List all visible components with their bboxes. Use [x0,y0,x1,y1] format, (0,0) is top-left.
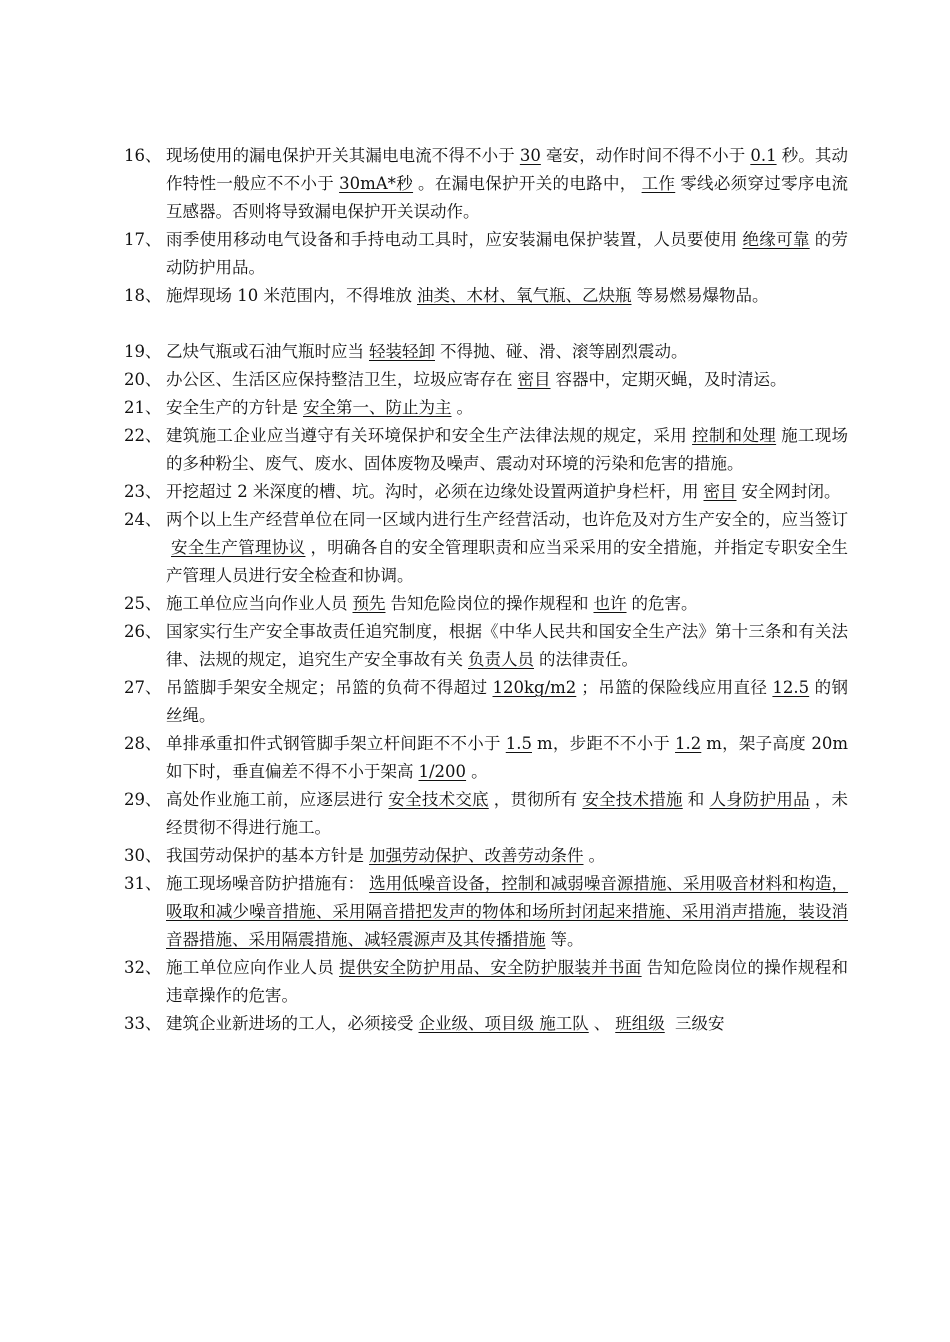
answer-blank: 1.5 [505,734,532,753]
question-item [124,366,848,394]
question-text-segment: 建筑施工企业应当遵守有关环境保护和安全生产法律法规的规定，采用 [166,426,688,445]
question-item [124,422,848,478]
question-text-segment: 安全网封闭。 [741,482,841,501]
answer-blank: 120kg/m2 [492,678,577,697]
question-text-segment: 安全生产的方针是 [166,398,298,417]
question-item [124,282,848,310]
answer-blank: 选用低噪音设备，控制和减弱噪音源措施、采用吸音材料和构造，吸取和减少噪音措施、采用隔音措把发声的物体和场所封闭起来措施、采用消声措施，装设消音器措施、采用隔震措施、减轻震源声及其传播措施 [166,874,849,949]
question-text-segment: 吊篮脚手架安全规定；吊篮的负荷不得超过 [166,678,488,697]
question-item [124,1010,848,1038]
question-text-segment: m，架子高度 20m 如下时，垂直偏差不得不小于架高 [166,734,848,781]
answer-blank: 加强劳动保护、改善劳动条件 [369,846,584,865]
question-text-segment: 单排承重扣件式钢管脚手架立杆间距不不小于 [166,734,501,753]
question-text-segment: ，贯彻所有 [493,790,578,809]
question-text-segment: ，未经贯彻不得进行施工。 [166,790,849,837]
question-text-segment: 零线必须穿过零序电流互感器。否则将导致漏电保护开关误动作。 [166,174,849,221]
question-text-segment: 建筑企业新进场的工人，必须接受 [166,1014,414,1033]
question-item [124,142,848,226]
question-number: 21、 [124,398,162,417]
answer-blank: 绝缘可靠 [742,230,810,249]
question-text [166,366,848,394]
answer-blank: 密目 [517,370,551,389]
question-text-segment: 。 [456,398,473,417]
question-text [166,870,848,954]
question-text [166,394,848,422]
question-item [124,730,848,786]
question-text-segment: 高处作业施工前，应逐层进行 [166,790,384,809]
question-text-segment: 现场使用的漏电保护开关其漏电电流不得不小于 [166,146,515,165]
question-text-segment: 我国劳动保护的基本方针是 [166,846,364,865]
question-text-segment: 办公区、生活区应保持整洁卫生，垃圾应寄存在 [166,370,513,389]
question-text [166,1010,848,1038]
question-text [166,478,848,506]
question-number: 19、 [124,342,162,361]
question-text [166,506,848,590]
question-item [124,618,848,674]
answer-blank: 人身防护用品 [709,790,810,809]
question-text-segment: 国家实行生产安全事故责任追究制度，根据《中华人民共和国安全生产法》第十三条和有关法律、法规的规定，追究生产安全事故有关 [166,622,848,669]
question-text-segment: 的劳动防护用品。 [166,230,849,277]
question-text-segment: 。在漏电保护开关的电路中， [418,174,637,193]
question-item [124,870,848,954]
question-text [166,674,848,730]
question-text [166,842,848,870]
question-text-segment: 施工单位应当向作业人员 [166,594,348,613]
question-number: 30、 [124,846,162,865]
question-number: 23、 [124,482,162,501]
answer-blank: 也许 [593,594,627,613]
answer-blank: 1/200 [418,762,467,781]
question-text-segment: m，步距不不小于 [537,734,671,753]
question-text [166,282,848,310]
question-text [166,618,848,674]
question-text [166,954,848,1010]
question-text-segment: 的钢丝绳。 [166,678,849,725]
question-text [166,786,848,842]
question-text-segment: 和 [687,790,705,809]
question-text [166,590,848,618]
answer-blank: 工作 [641,174,676,193]
question-number: 28、 [124,734,162,753]
question-text-segment: 秒。其动作特性一般应不不小于 [166,146,849,193]
question-text-segment: 的法律责任。 [539,650,638,669]
answer-blank: 企业级、项目级 施工队 [418,1014,589,1033]
answer-blank: 轻装轻卸 [369,342,435,361]
question-text-segment: ；吊篮的保险线应用直径 [581,678,768,697]
question-text-segment: 、 [593,1014,611,1033]
question-item [124,226,848,282]
answer-blank: 1.2 [675,734,702,753]
question-text-segment: 施工现场的多种粉尘、废气、废水、固体废物及噪声、震动对环境的污染和危害的措施。 [166,426,849,473]
answer-blank: 提供安全防护用品、安全防护服装并书面 [339,958,642,977]
answer-blank: 12.5 [772,678,810,697]
question-item [124,338,848,366]
question-number: 22、 [124,426,162,445]
answer-blank: 30 [519,146,541,165]
answer-blank: 30mA*秒 [339,174,414,193]
question-text-segment: 乙炔气瓶或石油气瓶时应当 [166,342,364,361]
question-text-segment: 容器中，定期灭蝇，及时清运。 [555,370,787,389]
answer-blank: 安全技术交底 [388,790,489,809]
question-text [166,142,848,226]
question-list [124,142,848,1038]
question-text-segment: 告知危险岗位的操作规程和 [390,594,589,613]
question-item [124,954,848,1010]
question-text-segment: 雨季使用移动电气设备和手持电动工具时，应安装漏电保护装置，人员要使用 [166,230,738,249]
question-item [124,394,848,422]
question-item [124,506,848,590]
question-number: 32、 [124,958,162,977]
question-text-segment: 告知危险岗位的操作规程和违章操作的危害。 [166,958,849,1005]
answer-blank: 控制和处理 [692,426,777,445]
question-item [124,674,848,730]
question-text-segment: 不得抛、碰、滑、滚等剧烈震动。 [440,342,688,361]
question-text-segment: 。 [588,846,605,865]
question-item [124,478,848,506]
answer-blank: 密目 [703,482,737,501]
answer-blank: 0.1 [750,146,777,165]
answer-blank: 安全第一、防止为主 [303,398,452,417]
question-text-segment: 两个以上生产经营单位在同一区域内进行生产经营活动，也许危及对方生产安全的，应当签订 [166,510,848,529]
question-number: 18、 [124,286,162,305]
question-text-segment: 三级安 [669,1014,725,1033]
question-text [166,226,848,282]
question-number: 29、 [124,790,162,809]
question-text [166,338,848,366]
answer-blank: 负责人员 [468,650,534,669]
answer-blank: 安全技术措施 [582,790,683,809]
question-text-segment: 开挖超过 2 米深度的槽、坑。沟时，必须在边缘处设置两道护身栏杆，用 [166,482,699,501]
question-text-segment: 毫安，动作时间不得不小于 [545,146,746,165]
question-text-segment: 等。 [550,930,584,949]
question-number: 31、 [124,874,162,893]
question-number: 16、 [124,146,162,165]
question-text [166,730,848,786]
question-text-segment: 施焊现场 10 米范围内，不得堆放 [166,286,412,305]
question-number: 26、 [124,622,162,641]
question-item [124,590,848,618]
question-item [124,786,848,842]
question-number: 27、 [124,678,162,697]
question-text-segment: 等易燃易爆物品。 [636,286,769,305]
answer-blank: 预先 [352,594,386,613]
answer-blank: 安全生产管理协议 [171,538,306,557]
answer-blank: 油类、木材、氧气瓶、乙炔瓶 [417,286,632,305]
question-number: 33、 [124,1014,162,1033]
question-text-segment: 。 [471,762,488,781]
question-text-segment: 的危害。 [631,594,698,613]
question-text-segment: 施工单位应向作业人员 [166,958,335,977]
question-text-segment: ，明确各自的安全管理职责和应当采采用的安全措施，并指定专职安全生产管理人员进行安全检查和协调。 [166,538,849,585]
question-item [124,842,848,870]
question-text-segment: 施工现场噪音防护措施有： [166,874,365,893]
question-number: 25、 [124,594,162,613]
answer-blank: 班组级 [615,1014,665,1033]
question-text [166,422,848,478]
question-number: 17、 [124,230,162,249]
question-number: 24、 [124,510,162,529]
question-number: 20、 [124,370,162,389]
